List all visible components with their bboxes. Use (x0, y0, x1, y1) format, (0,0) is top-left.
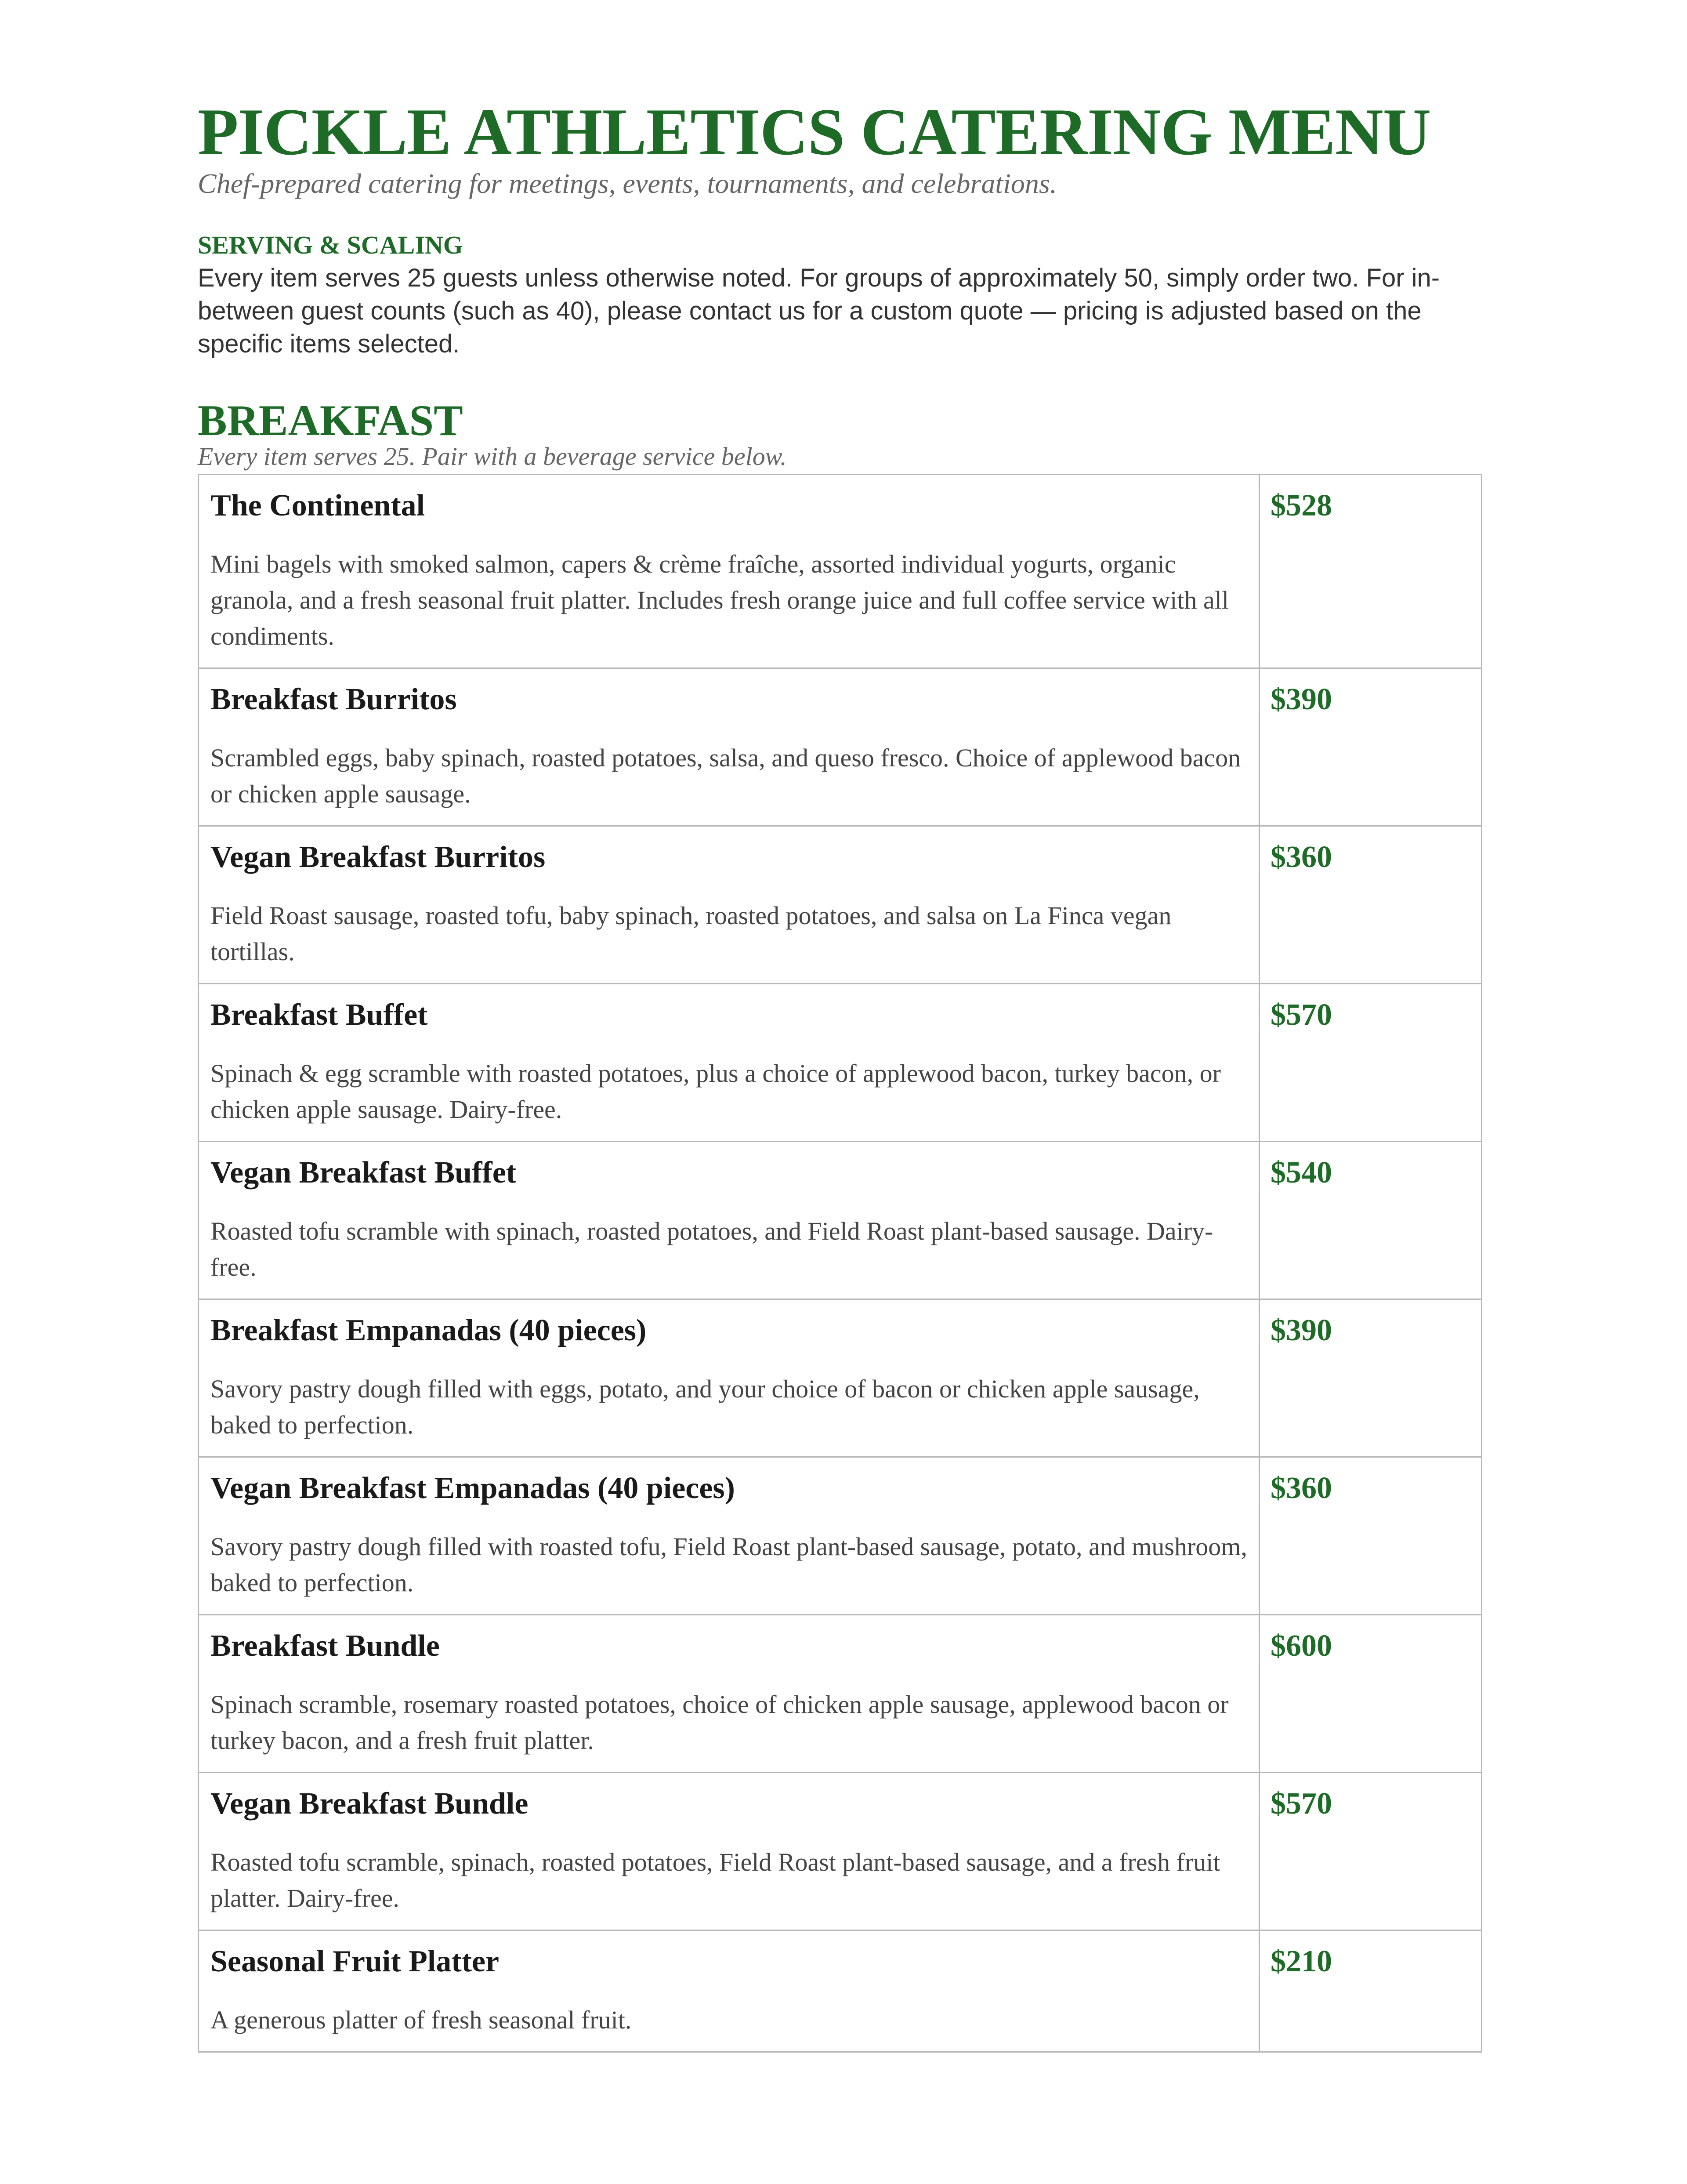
serving-note-body: Every item serves 25 guests unless otherwise noted. For groups of approximately 50, simply order two. For in-between guest counts (such as 40), please contact us for a custom quote — pricing is adjusted based on the specific items selected. (198, 264, 1440, 358)
menu-row (199, 1773, 1482, 1930)
item-price: $360 (1271, 840, 1332, 874)
item-description: Scrambled eggs, baby spinach, roasted potatoes, salsa, and queso fresco. Choice of applewood bacon or chicken apple sausage. (210, 744, 1241, 808)
price-cell (1260, 1773, 1482, 1930)
price-cell (1260, 1299, 1482, 1457)
section-heading-breakfast: BREAKFAST (198, 396, 463, 445)
item-cell (199, 984, 1260, 1142)
section-note-breakfast: Every item serves 25. Pair with a beverage service below. (198, 442, 787, 471)
item-price: $570 (1271, 1787, 1332, 1821)
item-name: Vegan Breakfast Bundle (210, 1787, 529, 1821)
menu-row (199, 826, 1482, 984)
serving-note-heading: SERVING & SCALING (198, 231, 463, 259)
price-cell (1260, 1930, 1482, 2052)
item-price: $390 (1271, 1313, 1332, 1347)
price-cell (1260, 1142, 1482, 1299)
menu-row (199, 475, 1482, 668)
menu-row (199, 1615, 1482, 1773)
item-cell (199, 1930, 1260, 2052)
item-cell (199, 1457, 1260, 1615)
price-cell (1260, 1457, 1482, 1615)
item-name: Vegan Breakfast Empanadas (40 pieces) (210, 1471, 735, 1505)
item-name: Vegan Breakfast Burritos (210, 840, 546, 874)
item-price: $600 (1271, 1629, 1332, 1663)
item-description: A generous platter of fresh seasonal fruit. (210, 2006, 632, 2034)
item-name: Seasonal Fruit Platter (210, 1945, 500, 1978)
item-cell (199, 668, 1260, 826)
item-price: $390 (1271, 682, 1332, 716)
item-cell (199, 1773, 1260, 1930)
item-description: Roasted tofu scramble, spinach, roasted potatoes, Field Roast plant-based sausage, and a fresh fruit platter. Dairy-free. (210, 1848, 1220, 1912)
item-name: Breakfast Empanadas (40 pieces) (210, 1313, 647, 1347)
item-cell (199, 1142, 1260, 1299)
item-name: Breakfast Bundle (210, 1629, 440, 1663)
item-description: Spinach scramble, rosemary roasted potatoes, choice of chicken apple sausage, applewood bacon or turkey bacon, and a fresh fruit platter. (210, 1690, 1229, 1755)
menu-row (199, 1142, 1482, 1299)
item-description: Field Roast sausage, roasted tofu, baby spinach, roasted potatoes, and salsa on La Finca vegan tortillas. (210, 901, 1172, 966)
item-description: Roasted tofu scramble with spinach, roasted potatoes, and Field Roast plant-based sausage. Dairy-free. (210, 1217, 1213, 1281)
item-price: $528 (1271, 489, 1332, 522)
item-name: The Continental (210, 489, 425, 522)
menu-row (199, 1457, 1482, 1615)
menu-row (199, 1930, 1482, 2052)
item-cell (199, 1299, 1260, 1457)
item-name: Breakfast Burritos (210, 682, 457, 716)
page-title: PICKLE ATHLETICS CATERING MENU (198, 95, 1431, 169)
item-name: Breakfast Buffet (210, 998, 428, 1032)
item-description: Savory pastry dough filled with roasted tofu, Field Roast plant-based sausage, potato, and mushroom, baked to perfection. (210, 1532, 1247, 1597)
item-description: Spinach & egg scramble with roasted potatoes, plus a choice of applewood bacon, turkey bacon, or chicken apple sausage. Dairy-free. (210, 1059, 1221, 1124)
item-description: Savory pastry dough filled with eggs, potato, and your choice of bacon or chicken apple sausage, baked to perfection. (210, 1375, 1200, 1439)
item-price: $540 (1271, 1156, 1332, 1190)
item-cell (199, 1615, 1260, 1773)
item-description: Mini bagels with smoked salmon, capers & crème fraîche, assorted individual yogurts, organic granola, and a fresh seasonal fruit platter. Includes fresh orange juice and full coffee service with all condiments. (210, 550, 1229, 650)
item-cell (199, 826, 1260, 984)
price-cell (1260, 984, 1482, 1142)
menu-row (199, 984, 1482, 1142)
item-cell (199, 475, 1260, 668)
price-cell (1260, 826, 1482, 984)
price-cell (1260, 1615, 1482, 1773)
item-price: $570 (1271, 998, 1332, 1032)
item-price: $210 (1271, 1945, 1332, 1978)
price-cell (1260, 668, 1482, 826)
menu-row (199, 1299, 1482, 1457)
page-subtitle: Chef-prepared catering for meetings, events, tournaments, and celebrations. (198, 168, 1057, 199)
menu-page (198, 94, 1481, 2053)
menu-row (199, 668, 1482, 826)
breakfast-menu-table (198, 474, 1482, 2053)
price-cell (1260, 475, 1482, 668)
item-name: Vegan Breakfast Buffet (210, 1156, 517, 1190)
item-price: $360 (1271, 1471, 1332, 1505)
